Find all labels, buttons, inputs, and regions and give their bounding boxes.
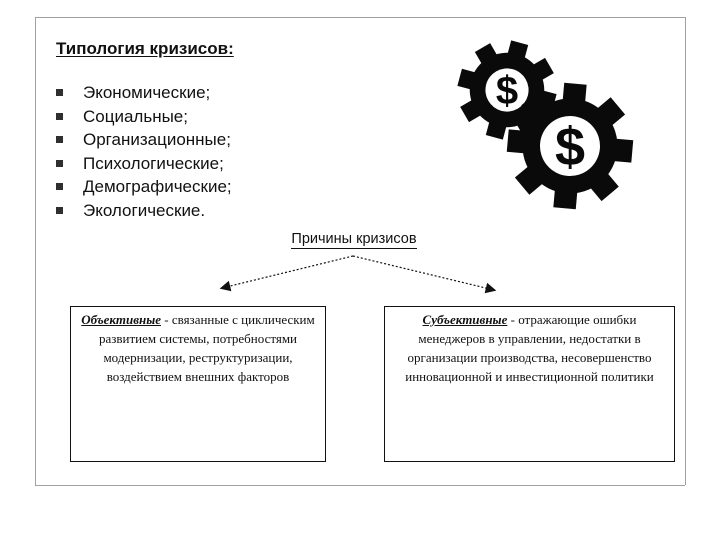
objective-term: Объективные <box>81 312 162 327</box>
frame-bottom-line <box>35 485 685 486</box>
frame-left-line <box>35 17 36 485</box>
list-item <box>56 81 232 105</box>
arrow-to-objective <box>222 256 353 288</box>
subjective-causes-box <box>384 306 675 462</box>
square-bullet-icon <box>56 160 63 167</box>
frame-right-line <box>685 17 686 485</box>
list-item-label: Экономические; <box>83 83 211 102</box>
square-bullet-icon <box>56 207 63 214</box>
objective-description: - связанные с циклическим развитием системы, потребностями модернизации, реструктуризации, воздействием внешних факторов <box>98 312 315 384</box>
square-bullet-icon <box>56 136 63 143</box>
list-item <box>56 128 232 152</box>
arrow-to-subjective <box>353 256 494 290</box>
list-item-label: Психологические; <box>83 153 224 173</box>
list-item-label: Социальные; <box>83 106 188 126</box>
gear-symbol-large: $ <box>554 117 586 177</box>
square-bullet-icon <box>56 183 63 190</box>
gear-symbol-small: $ <box>495 69 519 113</box>
list-item-label: Демографические; <box>83 177 232 197</box>
square-bullet-icon <box>56 113 63 120</box>
slide-title: Типология кризисов: <box>56 39 234 58</box>
square-bullet-icon <box>56 89 63 96</box>
causes-title: Причины кризисов <box>291 231 417 247</box>
list-item-label: Организационные; <box>83 130 231 150</box>
list-item-label: Экологические. <box>83 200 206 220</box>
crisis-type-list <box>56 81 232 223</box>
dollar-gears-illustration <box>455 38 640 213</box>
subjective-term: Субъективные <box>422 312 508 327</box>
frame-top-line <box>35 17 685 18</box>
list-item <box>56 152 232 176</box>
list-item <box>56 175 232 199</box>
list-item <box>56 105 232 129</box>
list-item <box>56 199 232 223</box>
objective-causes-box <box>70 306 326 462</box>
subjective-description: - отражающие ошибки менеджеров в управлении, недостатки в организации производства, несовершенство инновационной и инвестиционной политики <box>405 312 654 384</box>
